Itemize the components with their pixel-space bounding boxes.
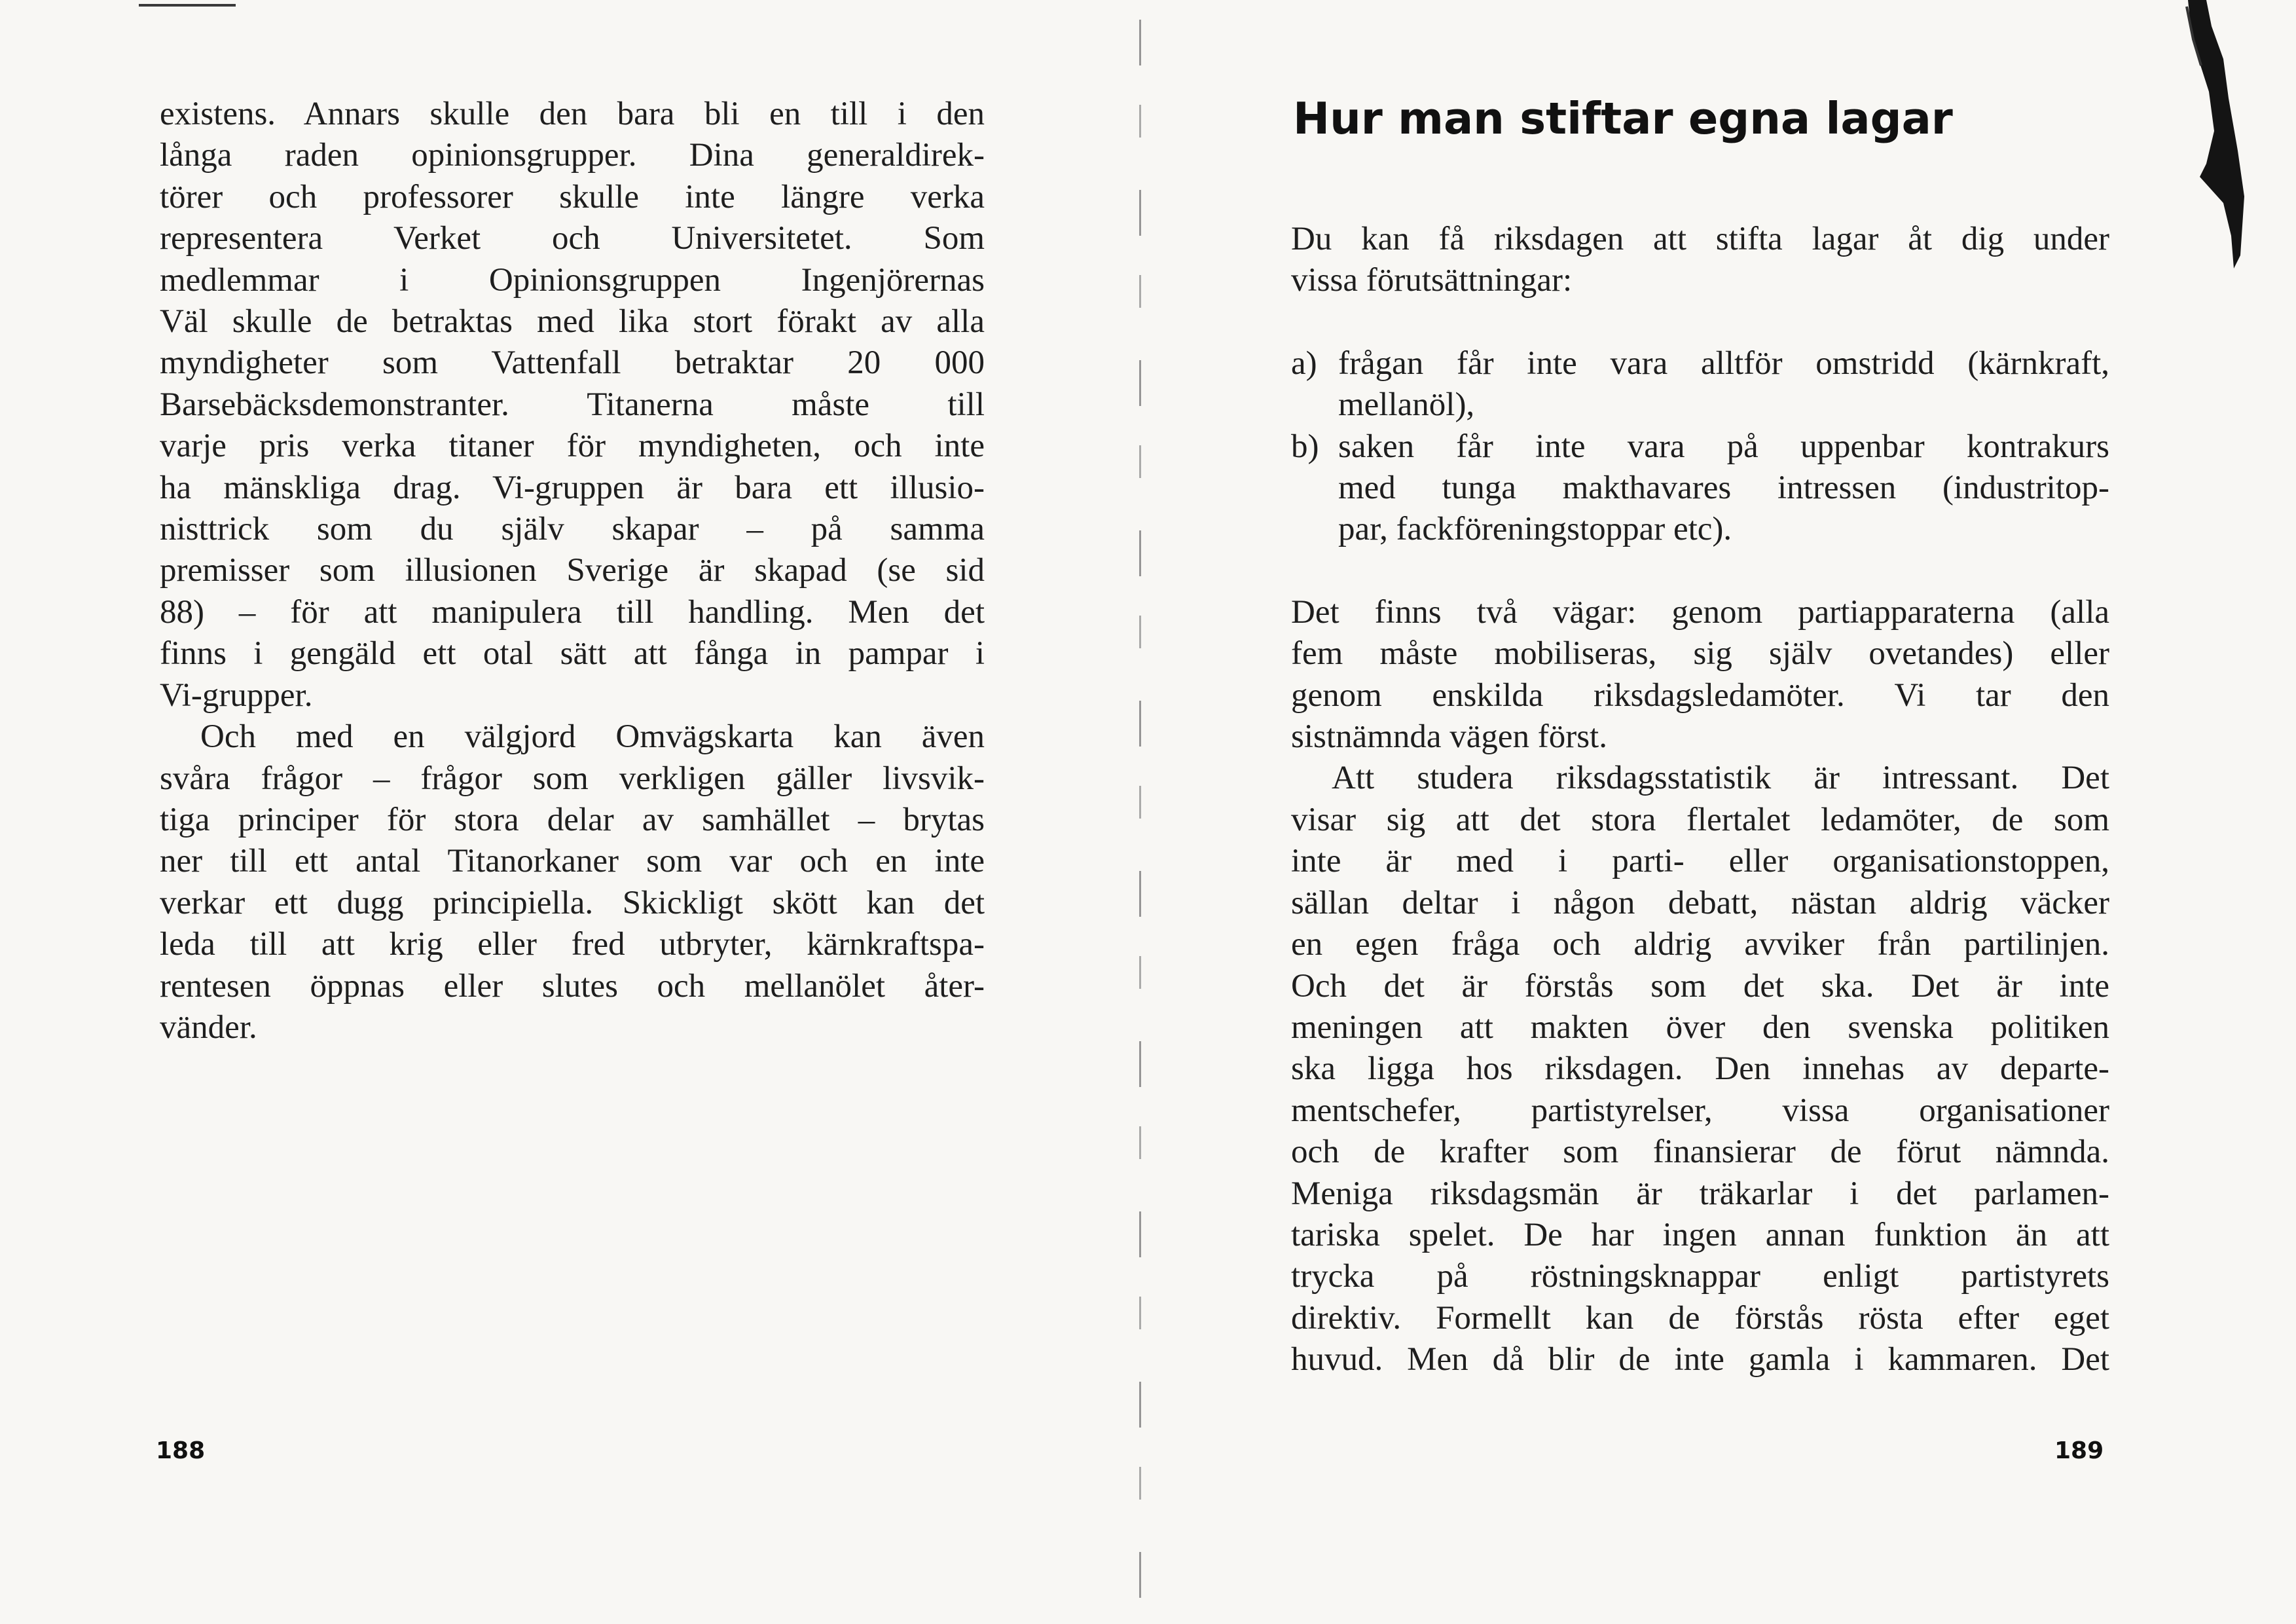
text-line: vissa förutsättningar: bbox=[1291, 262, 1573, 299]
text-line: tiga principer för stora delar av samhället – brytas bbox=[160, 801, 985, 838]
text-line: varje pris verka titaner för myndigheten, och inte bbox=[160, 428, 985, 465]
paragraph-gap bbox=[1291, 302, 2109, 343]
left-page bbox=[0, 0, 1139, 1624]
list-marker: b) bbox=[1291, 428, 1319, 465]
text-line: fem måste mobiliseras, sig själv ovetandes) eller bbox=[1291, 635, 2109, 673]
margin-ink-mark bbox=[2160, 0, 2265, 275]
list-item-a bbox=[1291, 343, 2109, 426]
text-line: Barsebäcksdemonstranter. Titanerna måste till bbox=[160, 386, 985, 423]
text-line: verkar ett dugg principiella. Skickligt skött kan det bbox=[160, 884, 985, 921]
text-line: nisttrick som du själv skapar – på samma bbox=[160, 511, 985, 548]
text-line: och de krafter som finansierar de förut nämnda. bbox=[1291, 1134, 2109, 1171]
right-page-body bbox=[1291, 219, 2109, 1381]
chapter-heading: Hur man stiftar egna lagar bbox=[1293, 93, 1953, 144]
text-line: 88) – för att manipulera till handling. Men det bbox=[160, 593, 985, 631]
text-line: rentesen öppnas eller slutes och mellanölet åter- bbox=[160, 967, 985, 1005]
text-line: sistnämnda vägen först. bbox=[1291, 718, 1607, 756]
text-line: mentschefer, partistyrelser, vissa organisationer bbox=[1291, 1092, 2109, 1129]
text-line: direktiv. Formellt kan de förstås rösta efter eget bbox=[1291, 1299, 2109, 1337]
text-line: Att studera riksdagsstatistik är intressant. Det bbox=[1332, 760, 2109, 797]
text-line: genom enskilda riksdagsledamöter. Vi tar den bbox=[1291, 676, 2109, 714]
text-line: par, fackföreningstoppar etc). bbox=[1338, 511, 1732, 548]
text-line: Och det är förstås som det ska. Det är inte bbox=[1291, 967, 2109, 1005]
text-line: visar sig att det stora flertalet ledamöter, de som bbox=[1291, 801, 2109, 838]
text-line: sällan deltar i någon debatt, nästan aldrig väcker bbox=[1291, 884, 2109, 921]
text-line: ner till ett antal Titanorkaner som var och en inte bbox=[160, 843, 985, 880]
text-line: medlemmar i Opinionsgruppen Ingenjörernas bbox=[160, 261, 985, 299]
text-line: Väl skulle de betraktas med lika stort förakt av alla bbox=[160, 303, 985, 341]
page-number-right: 189 bbox=[2054, 1437, 2104, 1464]
text-line: Du kan få riksdagen att stifta lagar åt dig under bbox=[1291, 221, 2109, 257]
text-line: en egen fråga och aldrig avviker från partilinjen. bbox=[1291, 926, 2109, 963]
text-line: långa raden opinionsgrupper. Dina generaldirek- bbox=[160, 137, 985, 174]
text-line: myndigheter som Vattenfall betraktar 20 000 bbox=[160, 344, 985, 382]
paragraph-gap bbox=[1291, 551, 2109, 592]
text-line: törer och professorer skulle inte längre verka bbox=[160, 178, 985, 215]
text-line: ha mänskliga drag. Vi-gruppen är bara ett illusio- bbox=[160, 469, 985, 506]
text-line: representera Verket och Universitetet. Som bbox=[160, 220, 985, 257]
text-line: Och med en välgjord Omvägskarta kan även bbox=[200, 718, 985, 756]
text-line: meningen att makten över den svenska politiken bbox=[1291, 1008, 2109, 1046]
text-line: mellanöl), bbox=[1338, 386, 1475, 424]
text-line: huvud. Men då blir de inte gamla i kammaren. Det bbox=[1291, 1341, 2109, 1378]
text-line: Det finns två vägar: genom partiapparaterna (alla bbox=[1291, 593, 2109, 631]
list-item-b bbox=[1291, 426, 2109, 551]
text-line: med tunga makthavares intressen (industritop- bbox=[1338, 470, 2109, 507]
text-line: finns i gengäld ett otal sätt att fånga in pampar i bbox=[160, 635, 985, 673]
text-line: trycka på röstningsknappar enligt partistyrets bbox=[1291, 1258, 2109, 1295]
text-line: frågan får inte vara alltför omstridd (kärnkraft, bbox=[1338, 344, 2109, 382]
text-line: leda till att krig eller fred utbryter, kärnkraftspa- bbox=[160, 926, 985, 963]
page-number-left: 188 bbox=[156, 1437, 206, 1464]
text-line: vänder. bbox=[160, 1008, 257, 1046]
text-line: svåra frågor – frågor som verkligen gäller livsvik- bbox=[160, 760, 985, 797]
text-line: premisser som illusionen Sverige är skapad (se sid bbox=[160, 552, 985, 589]
left-page-body bbox=[160, 94, 985, 1048]
text-line: Vi-grupper. bbox=[160, 676, 313, 714]
text-line: tariska spelet. De har ingen annan funktion än att bbox=[1291, 1216, 2109, 1253]
text-line: existens. Annars skulle den bara bli en till i den bbox=[160, 96, 985, 132]
text-line: inte är med i parti- eller organisationstoppen, bbox=[1291, 843, 2109, 880]
list-marker: a) bbox=[1291, 344, 1317, 382]
text-line: Meniga riksdagsmän är träkarlar i det parlamen- bbox=[1291, 1175, 2109, 1212]
text-line: ska ligga hos riksdagen. Den innehas av departe- bbox=[1291, 1050, 2109, 1088]
text-line: saken får inte vara på uppenbar kontrakurs bbox=[1338, 428, 2109, 465]
